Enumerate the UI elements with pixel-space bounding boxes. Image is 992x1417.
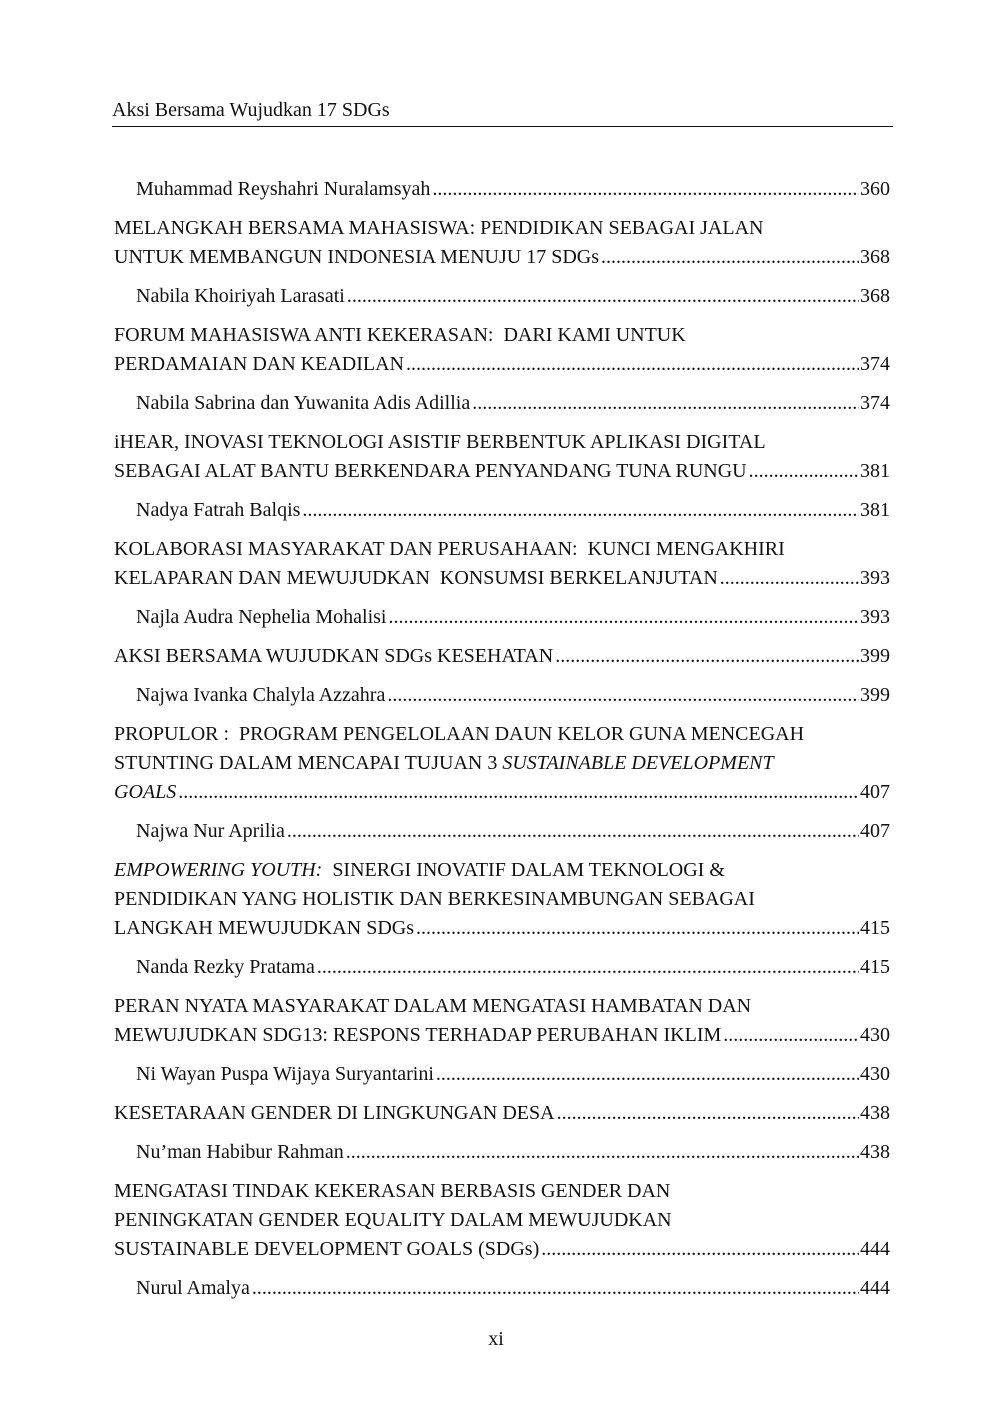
toc-page-number: 407	[860, 781, 890, 803]
toc-chapter-title: MELANGKAH BERSAMA MAHASISWA: PENDIDIKAN SEBAGAI JALAN	[114, 217, 764, 239]
toc-chapter-entry[interactable]	[114, 1099, 890, 1128]
toc-chapter-title: KELAPARAN DAN MEWUJUDKAN KONSUMSI BERKELANJUTAN	[114, 567, 718, 589]
page-number: xi	[488, 1328, 504, 1350]
toc-author-entry[interactable]	[114, 681, 890, 710]
toc-chapter-title: MEWUJUDKAN SDG13: RESPONS TERHADAP PERUBAHAN IKLIM	[114, 1024, 722, 1046]
running-header: Aksi Bersama Wujudkan 17 SDGs	[112, 96, 893, 127]
toc-chapter-title: LANGKAH MEWUJUDKAN SDGs	[114, 917, 414, 939]
toc-author-name: Najla Audra Nephelia Mohalisi	[136, 606, 387, 628]
dot-leader	[720, 564, 859, 593]
toc-author-entry[interactable]	[114, 282, 890, 311]
dot-leader	[252, 1274, 859, 1303]
toc-chapter-title: SEBAGAI ALAT BANTU BERKENDARA PENYANDANG TUNA RUNGU	[114, 460, 747, 482]
dot-leader	[346, 1138, 859, 1167]
toc-page-number: 374	[860, 353, 890, 375]
toc-chapter-title: MENGATASI TINDAK KEKERASAN BERBASIS GENDER DAN	[114, 1180, 671, 1202]
toc-author-entry[interactable]	[114, 1060, 890, 1089]
toc-page-number: 444	[860, 1238, 890, 1260]
toc-author-name: Nabila Khoiriyah Larasati	[136, 285, 345, 307]
toc-chapter-title-italic: SUSTAINABLE DEVELOPMENT	[502, 752, 774, 774]
toc-author-name: Najwa Ivanka Chalyla Azzahra	[136, 684, 386, 706]
dot-leader	[287, 817, 859, 846]
toc-chapter-entry[interactable]	[114, 321, 890, 379]
toc-author-entry[interactable]	[114, 175, 890, 204]
dot-leader	[416, 914, 859, 943]
toc-author-name: Nurul Amalya	[136, 1277, 250, 1299]
toc-chapter-entry[interactable]	[114, 428, 890, 486]
dot-leader	[317, 953, 859, 982]
toc-chapter-title: PERDAMAIAN DAN KEADILAN	[114, 353, 404, 375]
toc-chapter-title: PENINGKATAN GENDER EQUALITY DALAM MEWUJUDKAN	[114, 1209, 672, 1231]
toc-chapter-title: SINERGI INOVATIF DALAM TEKNOLOGI &	[322, 859, 725, 881]
dot-leader	[557, 1099, 859, 1128]
toc-page-number: 444	[860, 1277, 890, 1299]
toc-page-number: 399	[860, 684, 890, 706]
dot-leader	[601, 243, 859, 272]
dot-leader	[389, 603, 860, 632]
dot-leader	[387, 681, 859, 710]
toc-author-name: Nabila Sabrina dan Yuwanita Adis Adillia	[136, 392, 471, 414]
toc-chapter-title: SUSTAINABLE DEVELOPMENT GOALS (SDGs)	[114, 1238, 540, 1260]
toc-author-entry[interactable]	[114, 1138, 890, 1167]
toc-chapter-title: KESETARAAN GENDER DI LINGKUNGAN DESA	[114, 1102, 555, 1124]
toc-author-name: Nanda Rezky Pratama	[136, 956, 315, 978]
toc-chapter-entry[interactable]	[114, 1177, 890, 1264]
toc-chapter-title: KOLABORASI MASYARAKAT DAN PERUSAHAAN: KUNCI MENGAKHIRI	[114, 538, 785, 560]
toc-page-number: 415	[860, 917, 890, 939]
dot-leader	[723, 1021, 859, 1050]
toc-chapter-entry[interactable]	[114, 214, 890, 272]
toc-author-entry[interactable]	[114, 496, 890, 525]
dot-leader	[432, 175, 859, 204]
toc-chapter-title: iHEAR, INOVASI TEKNOLOGI ASISTIF BERBENTUK APLIKASI DIGITAL	[114, 431, 766, 453]
toc-chapter-title-italic: EMPOWERING YOUTH:	[114, 859, 323, 881]
toc-page-number: 415	[860, 956, 890, 978]
toc-page-number: 438	[860, 1141, 890, 1163]
toc-page-number: 430	[860, 1024, 890, 1046]
toc-chapter-title: PROPULOR : PROGRAM PENGELOLAAN DAUN KELOR GUNA MENCEGAH	[114, 723, 805, 745]
toc-page-number: 368	[860, 285, 890, 307]
toc-page-number: 374	[860, 392, 890, 414]
toc-author-name: Nu’man Habibur Rahman	[136, 1141, 344, 1163]
dot-leader	[178, 778, 859, 807]
toc-author-name: Nadya Fatrah Balqis	[136, 499, 301, 521]
toc-chapter-title: UNTUK MEMBANGUN INDONESIA MENUJU 17 SDGs	[114, 246, 600, 268]
toc-chapter-entry[interactable]	[114, 535, 890, 593]
toc-page-number: 430	[860, 1063, 890, 1085]
dot-leader	[541, 1235, 859, 1264]
dot-leader	[555, 642, 859, 671]
dot-leader	[472, 389, 859, 418]
toc-page-number: 360	[860, 178, 890, 200]
toc-page-number: 393	[860, 606, 890, 628]
dot-leader	[302, 496, 859, 525]
table-of-contents	[114, 175, 890, 1313]
toc-page-number: 368	[860, 246, 890, 268]
toc-chapter-title: AKSI BERSAMA WUJUDKAN SDGs KESEHATAN	[114, 645, 554, 667]
dot-leader	[406, 350, 859, 379]
toc-chapter-entry[interactable]	[114, 992, 890, 1050]
toc-page-number: 399	[860, 645, 890, 667]
toc-author-entry[interactable]	[114, 1274, 890, 1303]
toc-chapter-title: PERAN NYATA MASYARAKAT DALAM MENGATASI HAMBATAN DAN	[114, 995, 752, 1017]
dot-leader	[749, 457, 859, 486]
toc-chapter-title: STUNTING DALAM MENCAPAI TUJUAN 3	[114, 752, 503, 774]
toc-chapter-entry[interactable]	[114, 720, 890, 807]
toc-chapter-title: FORUM MAHASISWA ANTI KEKERASAN: DARI KAMI UNTUK	[114, 324, 686, 346]
dot-leader	[347, 282, 859, 311]
dot-leader	[436, 1060, 859, 1089]
toc-page-number: 381	[860, 499, 890, 521]
toc-page-number: 407	[860, 820, 890, 842]
toc-author-entry[interactable]	[114, 817, 890, 846]
toc-author-name: Ni Wayan Puspa Wijaya Suryantarini	[136, 1063, 434, 1085]
toc-author-name: Najwa Nur Aprilia	[136, 820, 285, 842]
toc-author-name: Muhammad Reyshahri Nuralamsyah	[136, 178, 431, 200]
toc-author-entry[interactable]	[114, 603, 890, 632]
toc-chapter-entry[interactable]	[114, 856, 890, 943]
toc-page-number: 438	[860, 1102, 890, 1124]
toc-page-number: 381	[860, 460, 890, 482]
toc-page-number: 393	[860, 567, 890, 589]
toc-chapter-title: PENDIDIKAN YANG HOLISTIK DAN BERKESINAMBUNGAN SEBAGAI	[114, 888, 755, 910]
toc-author-entry[interactable]	[114, 953, 890, 982]
toc-author-entry[interactable]	[114, 389, 890, 418]
toc-chapter-entry[interactable]	[114, 642, 890, 671]
toc-chapter-title-italic: GOALS	[114, 781, 177, 803]
